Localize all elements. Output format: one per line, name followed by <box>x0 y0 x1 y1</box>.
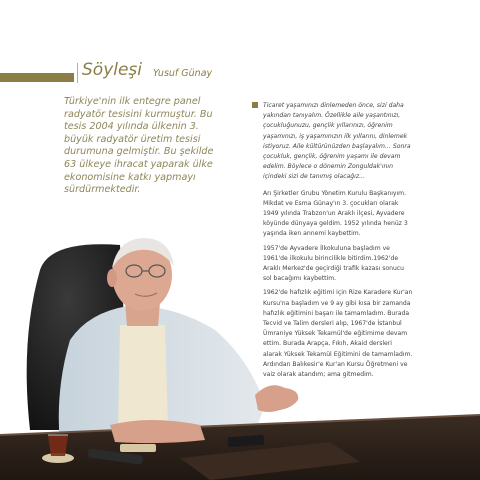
answer-line: Arı Şirketler Grubu Yönetim Kurulu Başkanıyım. <box>263 189 407 197</box>
answer-line: ettim. Burada Arapça, Fıkıh, Akaid dersleri <box>263 340 393 348</box>
interview-photo <box>0 230 480 480</box>
answer-line: Araklı Merkez'de geçirdiği trafik kazası sonucu <box>263 265 405 273</box>
answer-line: 1949 yılında Trabzon'un Araklı ilçesi, Ayvadere <box>263 210 405 218</box>
question-line: Ticaret yaşamınızı dinlemeden önce, sizi daha <box>263 102 404 109</box>
answer-line: alarak Yüksek Tekamül Eğitimini de tamamladım. <box>263 350 413 358</box>
answer-line: vaiz olarak atandım; ama gitmedim. <box>263 371 374 379</box>
answer-line: Kursu'na başladım ve 9 ay gibi kısa bir zamanda <box>263 299 411 307</box>
pull-quote-line: 63 ülkeye ihracat yaparak ülke <box>64 158 213 170</box>
answer-line: yaşında iken annemi kaybettim. <box>263 230 361 238</box>
question-line: içindeki sizi de tanımış olacağız… <box>263 173 366 181</box>
answer-line: Ümraniye Yüksek Tekamül'de eğitimime devam <box>263 330 408 338</box>
section-title: Söyleşi <box>82 60 143 80</box>
pull-quote-line: tesis 2004 yılında ülkenin 3. <box>64 121 199 133</box>
answer-line: Ardından Balıkesir'e Kur'an Kursu Öğretmeni ve <box>263 360 408 368</box>
answer-line: hafızlık eğitimini başarı ile tamamladım. Burada <box>263 309 410 317</box>
answer-line: 1962'de hafızlık eğitimi için Rize Karadere Kur'an <box>263 289 413 297</box>
question-line: çocukluk, gençlik, öğrenim yaşamı ile devam <box>263 153 401 161</box>
answer-line: 1957'de Ayvadere İlkokuluna başladım ve <box>263 244 390 252</box>
pull-quote-line: radyatör tesisini kurmuştur. Bu <box>64 108 213 120</box>
answer-line: Tecvid ve Talim dersleri alıp, 1967'de İstanbul <box>263 320 402 328</box>
question-line: yaşamınızı, iş yaşamınızın ilk yıllarını, dinlemek <box>263 132 408 140</box>
question-line: istiyoruz. Aile kültürünüzden başlayalım… Sonra <box>263 142 411 150</box>
question-bullet-icon <box>252 102 258 108</box>
pull-quote-line: ekonomisine katkı yapmayı <box>64 171 196 183</box>
answer-line: sol bacağımı kaybettim. <box>263 275 337 283</box>
section-color-bar <box>0 73 74 82</box>
pull-quote-line: Türkiye'nin ilk entegre panel <box>64 96 201 107</box>
question-line: çocukluğunuzu, gençlik yıllarınızı, öğrenim <box>263 122 393 130</box>
author-name: Yusuf Günay <box>153 68 213 79</box>
answer-line: 1961'de ilkokulu birincilikle bitirdim.1962'de <box>263 254 399 262</box>
question-line: edelim. Böylece o dönemin Zonguldak'ının <box>263 163 393 171</box>
pull-quote-line: durumuna gelmiştir. Bu şekilde <box>64 146 214 158</box>
answer-line: köyünde dünyaya geldim. 1952 yılında henüz 3 <box>263 220 408 228</box>
raised-hand <box>255 385 298 412</box>
answer-line: Mikdat ve Esma Günay'ın 3. çocukları olarak <box>263 199 399 207</box>
pull-quote <box>64 96 239 197</box>
title-separator <box>77 63 78 83</box>
interview-question <box>263 101 463 183</box>
question-line: yakından tanıyalım. Özellikle aile yaşantınızı, <box>263 112 401 120</box>
pull-quote-line: sürdürmektedir. <box>64 184 141 196</box>
pull-quote-line: büyük radyatör üretim tesisi <box>64 133 201 145</box>
